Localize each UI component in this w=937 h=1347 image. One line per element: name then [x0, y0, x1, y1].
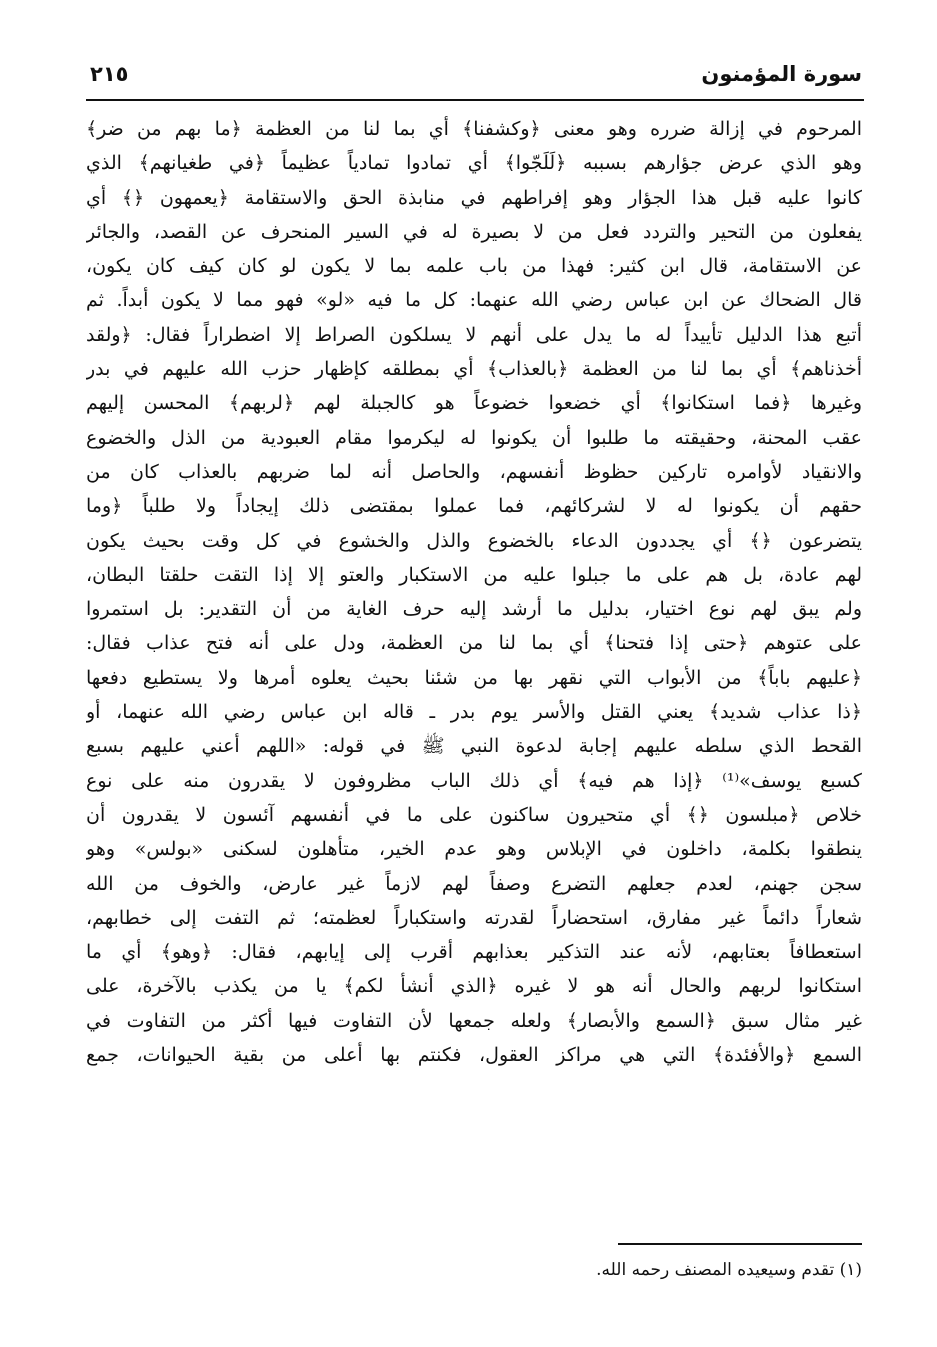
- page-header: [86, 58, 862, 90]
- body-text: [86, 112, 862, 1072]
- text-line: استكانوا لربهم والحال أنه هو لا غيره ﴿الذي أنشأ لكم﴾ يا من يكذب بالآخرة، على: [86, 975, 862, 998]
- text-line: قال الضحاك عن ابن عباس رضي الله عنهما: كل ما فيه «لو» فهو مما لا يكون أبداً. ثم: [86, 289, 862, 312]
- text-line: على عتوهم ﴿حتى إذا فتحنا﴾ أي بما لنا من العظمة، ودل على أنه فتح عذاب فقال:: [86, 632, 862, 655]
- text-line: السمع ﴿والأفئدة﴾ التي هي مراكز العقول، فكنتم بها أعلى من بقية الحيوانات، جمع: [86, 1044, 862, 1067]
- text-line: خلاص ﴿مبلسون ﴿﴾ أي متحيرون ساكنون على ما في أنفسهم آئسون لا يقدرون أن: [86, 803, 862, 826]
- footnote: (١) تقدم وسيعيده المصنف رحمه الله.: [596, 1260, 862, 1280]
- text-line: القحط الذي سلطه عليهم إجابة لدعوة النبي ﷺ في قوله: «اللهم أعني عليهم بسبع: [86, 735, 862, 758]
- text-line: وغيرها ﴿فما استكانوا﴾ أي خضعوا خضوعاً هو كالجبلة لهم ﴿لربهم﴾ المحسن إليهم: [86, 392, 862, 415]
- text-line: عقب المحنة، وحقيقته ما طلبوا أن يكونوا له ليكرموا مقام العبودية من الذل والخضوع: [86, 426, 862, 449]
- text-line: ينطقوا بكلمة، داخلون في الإبلاس وهو عدم الخير، متأهلون لسكنى «بولس» وهو: [86, 838, 862, 861]
- text-line: وهو الذي عرض جؤارهم بسببه ﴿لَلَجّوا﴾ أي تمادوا تمادياً عظيماً ﴿في طغيانهم﴾ الذي: [86, 152, 862, 175]
- text-line: يفعلون من التحير والتردد فعل من لا بصيرة له في السير المنحرف عن القصد، والجائر: [86, 220, 862, 243]
- text-line: غير مثال سبق ﴿السمع والأبصار﴾ ولعله جمعها لأن التفاوت فيها أكثر من التفاوت في: [86, 1009, 862, 1032]
- text-line: كانوا عليه قبل هذا الجؤار وهو إفراطهم في منابذة الحق والاستقامة ﴿يعمهون ﴿﴾ أي: [86, 186, 862, 209]
- page-number: ٢١٥: [90, 62, 129, 86]
- text-line: حقهم أن يكونوا له لا لشركائهم، فما عملوا بمقتضى ذلك إيجاداً ولا طلباً ﴿وما: [86, 495, 862, 518]
- running-title: سورة المؤمنون: [701, 62, 862, 86]
- text-line: ﴿عليهم باباً﴾ من الأبواب التي نقهر بها من شئنا بحيث يعلوه أمرها ولا يستطيع دفعها: [86, 666, 862, 689]
- text-line: ﴿ذا عذاب شديد﴾ يعني القتل والأسر يوم بدر ـ قاله ابن عباس رضي الله عنهما، أو: [86, 701, 862, 724]
- text-line: والانقياد لأوامره تاركين حظوظ أنفسهم، والحاصل أنه لما ضربهم بالعذاب كان من: [86, 460, 862, 483]
- text-line: عن الاستقامة، قال ابن كثير: فهذا من باب علمه بما لا يكون لو كان كيف كان يكون،: [86, 255, 862, 278]
- footnote-rule: [618, 1243, 862, 1245]
- text-line: المرحوم في إزالة ضرره وهو معنى ﴿وكشفنا﴾ أي بما لنا من العظمة ﴿ما بهم من ضر﴾: [86, 118, 862, 140]
- text-line: لهم عادة، بل هم على ما جبلوا عليه من الاستكبار والعتو إلا إذا التقت حلقتا البطان،: [86, 563, 862, 586]
- text-line: شعاراً دائماً غير مفارق، استحضاراً لقدرته واستكباراً لعظمته؛ ثم التفت إلى خطابهم،: [86, 906, 862, 929]
- text-line: استعطافاً بعتابهم، لأنه عند التذكير بعذابهم أقرب إلى إيابهم، فقال: ﴿وهو﴾ أي ما: [86, 941, 862, 964]
- header-rule: [86, 99, 864, 101]
- text-line: أخذناهم﴾ أي بما لنا من العظمة ﴿بالعذاب﴾ أي بمطلقه كإظهار حزب الله عليهم في بدر: [86, 358, 862, 381]
- text-line: يتضرعون ﴿﴾ أي يجددون الدعاء بالخضوع والذل والخشوع في كل وقت بحيث يكون: [86, 529, 862, 552]
- text-line: سجن جهنم، لعدم جعلهم التضرع وصفاً لهم لازماً غير عارض، والخوف من الله: [86, 872, 862, 895]
- text-line: كسبع يوسف»⁽¹⁾ ﴿إذا هم فيه﴾ أي ذلك الباب مظروفون لا يقدرون منه على نوع: [86, 769, 862, 792]
- text-line: ولم يبق لهم نوع اختيار، بدليل ما أرشد إليه حرف الغاية من أن التقدير: بل استمروا: [86, 598, 862, 621]
- text-line: أتبع هذا الدليل تأييداً له ما يدل على أنهم لا يسلكون الصراط إلا اضطراراً فقال: ﴿ولقد: [86, 323, 862, 346]
